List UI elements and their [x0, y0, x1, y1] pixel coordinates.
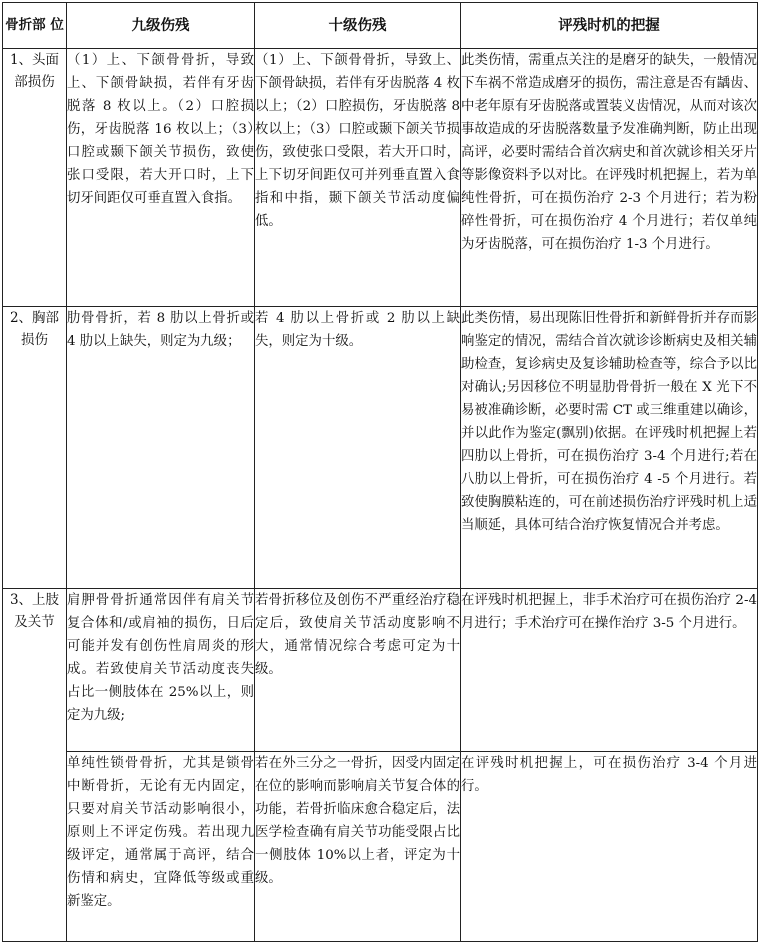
table-row	[3, 752, 758, 942]
grade9-cell: 单纯性锁骨骨折，尤其是锁骨中断骨折，无论有无内固定，只要对肩关节活动影响很小，原则上不评定伤残。若出现九级评定，通常属于高评，结合伤情和病史，宜降低等级或重新鉴定。	[67, 752, 255, 942]
region-cell: 1、头面 部损伤	[3, 49, 67, 307]
header-grade10: 十级伤残	[255, 3, 461, 49]
grade9-cell: （1）上、下颌骨骨折，导致上、下颌骨缺损，若伴有牙齿脱落 8 枚以上。（2）口腔损伤，牙齿脱落 16 枚以上；（3）口腔或颞下颌关节损伤，致使张口受限，若大开口时，上下切牙间距仅可垂直置入食指。	[67, 49, 255, 307]
header-region: 骨折部 位	[3, 3, 67, 49]
grade10-cell: 若 4 肋以上骨折或 2 肋以上缺失，则定为十级。	[255, 307, 461, 589]
header-grade9: 九级伤残	[67, 3, 255, 49]
grade10-cell: 若在外三分之一骨折，因受内固定在位的影响而影响肩关节复合体的功能，若骨折临床愈合稳定后，法医学检查确有肩关节功能受限占比一侧肢体 10%以上者，评定为十级。	[255, 752, 461, 942]
region-cell: 3、上肢 及关节	[3, 589, 67, 942]
table-row	[3, 307, 758, 589]
timing-cell: 此类伤情，需重点关注的是磨牙的缺失，一般情况下车祸不常造成磨牙的损伤，需注意是否有龋齿、中老年原有牙齿脱落或置装义齿情况，从而对该次事故造成的牙齿脱落数量予发准确判断，防止出现高评，必要时需结合首次病史和首次就诊相关牙片等影像资料予以对比。在评残时机把握上，若为单纯性骨折，可在损伤治疗 2-3 个月进行；若为粉碎性骨折，可在损伤治疗 4 个月进行；若仅单纯为牙齿脱落，可在损伤治疗 1-3 个月进行。	[461, 49, 758, 307]
grade10-cell: 若骨折移位及创伤不严重经治疗稳定后，致使肩关节活动度影响不大，通常情况综合考虑可定为十级。	[255, 589, 461, 752]
grade9-cell: 肩胛骨骨折通常因伴有肩关节复合体和/或肩袖的损伤，日后可能并发有创伤性肩周炎的形成。若致使肩关节活动度丧失占比一侧肢体在 25%以上，则定为九级;	[67, 589, 255, 752]
timing-cell: 在评残时机把握上，非手术治疗可在损伤治疗 2-4 月进行；手术治疗可在操作治疗 3-5 个月进行。	[461, 589, 758, 752]
region-cell: 2、胸部 损伤	[3, 307, 67, 589]
timing-cell: 此类伤情，易出现陈旧性骨折和新鲜骨折并存而影响鉴定的情况，需结合首次就诊诊断病史及相关辅助检查，复诊病史及复诊辅助检查等，综合予以比对确认;另因移位不明显肋骨骨折一般在 X 光下不易被准确诊断，必要时需 CT 或三维重建以确诊，并以此作为鉴定(飘别)依据。在评残时机把握上若四肋以上骨折，可在损伤治疗 3-4 个月进行;若在 八肋以上骨折，可在损伤治疗 4 -5 个月进行。若致使胸膜粘连的，可在前述损伤治疗评残时机上适当顺延，具体可结合治疗恢复情况合并考虑。	[461, 307, 758, 589]
grade9-cell: 肋骨骨折，若 8 肋以上骨折或 4 肋以上缺失，则定为九级；	[67, 307, 255, 589]
grade10-cell: （1）上、下颌骨骨折，导致上、下颌骨缺损，若伴有牙齿脱落 4 枚以上；（2）口腔损伤，牙齿脱落 8 枚以上；（3）口腔或颞下颌关节损伤，致使张口受限，若大开口时，上下切牙间距仅可并列垂直置入食指和中指，颞下颌关节活动度偏低。	[255, 49, 461, 307]
timing-cell: 在评残时机把握上，可在损伤治疗 3-4 个月进行。	[461, 752, 758, 942]
table-row	[3, 589, 758, 752]
table-header-row	[3, 3, 758, 49]
header-timing: 评残时机的把握	[461, 3, 758, 49]
table-row	[3, 49, 758, 307]
injury-grade-table	[2, 2, 758, 942]
